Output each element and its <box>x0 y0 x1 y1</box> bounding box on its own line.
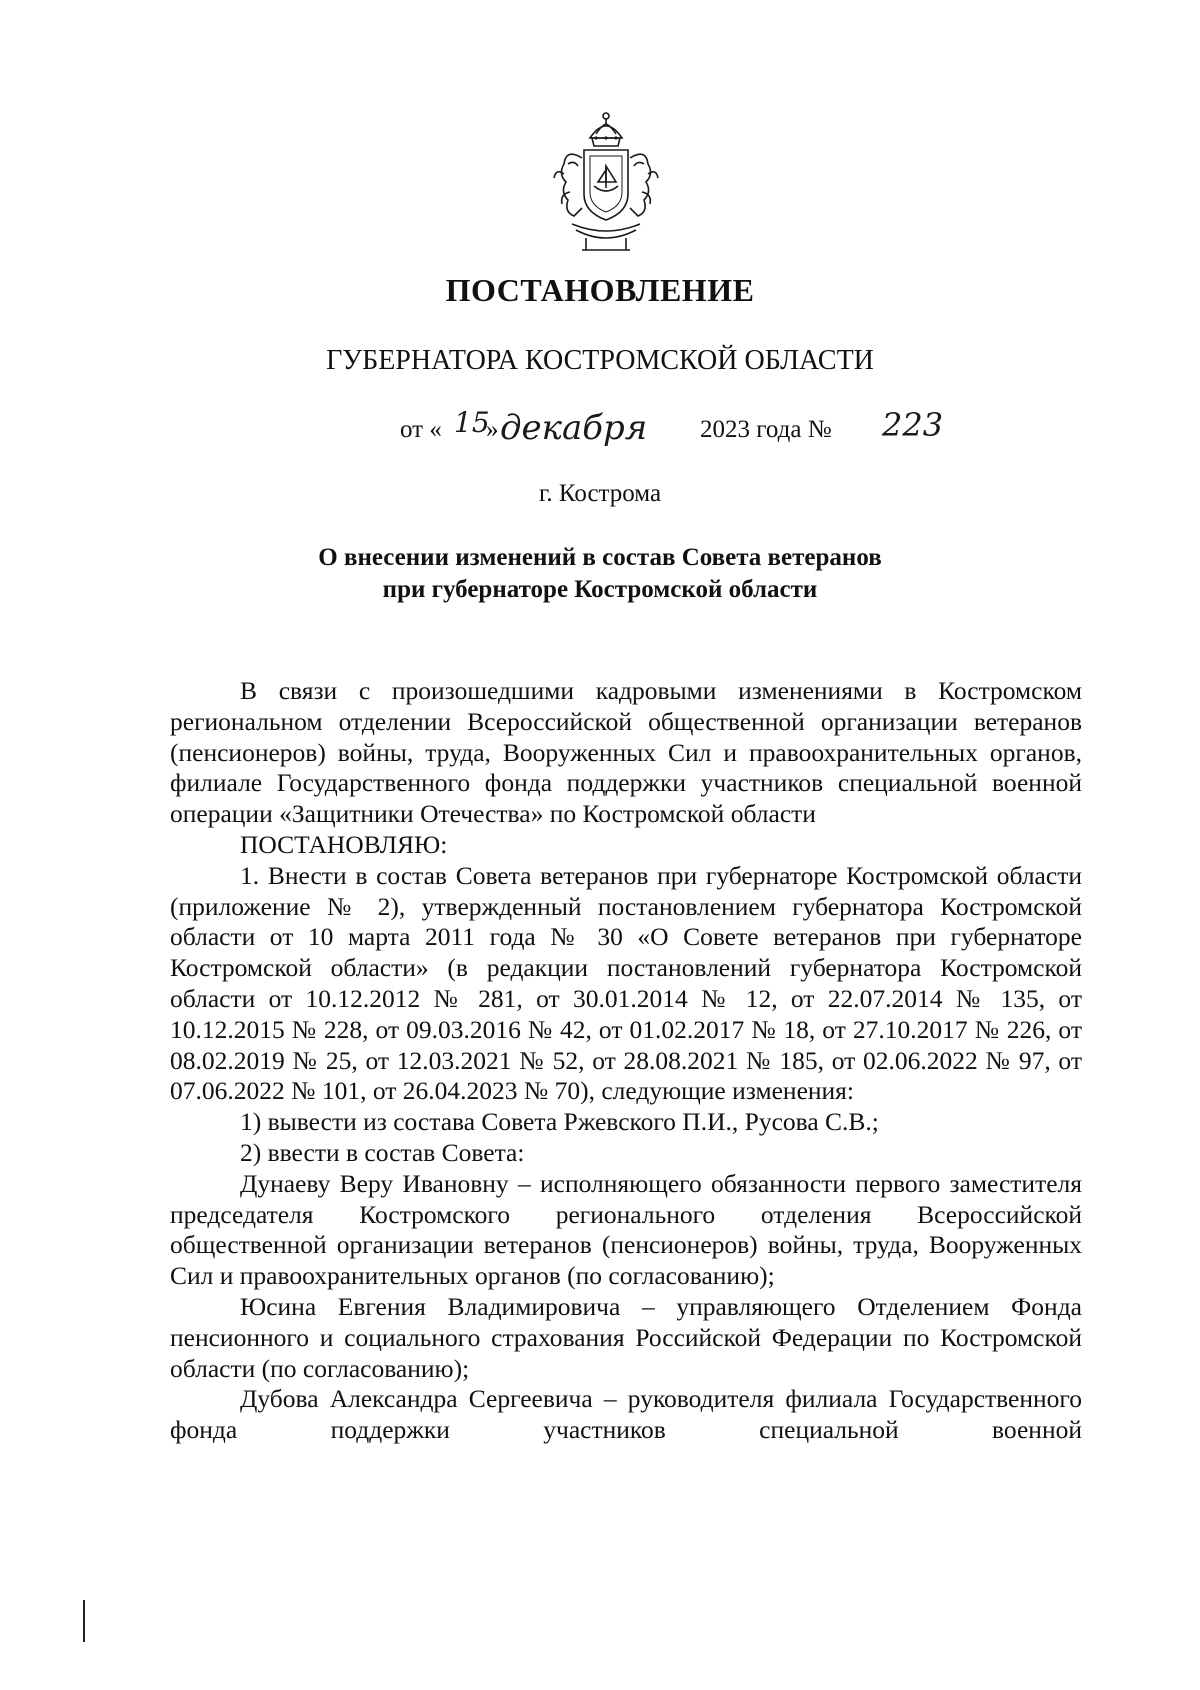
person-1-paragraph: Дунаеву Веру Ивановну – исполняющего обязанности первого заместителя председателя Костромского регионального отделения Всероссийской общественной организации ветеранов (пенсионеров) войны, труда, Вооруженных Сил и правоохранительных органов (по согласованию); <box>170 1168 1082 1291</box>
date-day: 15 <box>454 406 490 439</box>
person-3-paragraph: Дубова Александра Сергеевича – руководителя филиала Государственного фонда поддержки участников специальной военной <box>170 1384 1082 1445</box>
coat-of-arms-icon <box>546 108 666 256</box>
date-month: декабря <box>500 408 648 448</box>
city: г. Кострома <box>538 480 662 507</box>
document-heading <box>0 542 1200 606</box>
person-2-paragraph: Юсина Евгения Владимировича – управляющего Отделением Фонда пенсионного и социального страхования Российской Федерации по Костромской области (по согласованию); <box>170 1291 1082 1383</box>
resolve-word: ПОСТАНОВЛЯЮ: <box>240 829 448 859</box>
date-year: 2023 года № <box>700 416 832 443</box>
heading-line-2: при губернаторе Костромской области <box>382 576 818 603</box>
date-line <box>400 406 1000 462</box>
sub-item-2: 2) ввести в состав Совета: <box>240 1137 525 1167</box>
date-close: » <box>486 416 499 443</box>
issuer: ГУБЕРНАТОРА КОСТРОМСКОЙ ОБЛАСТИ <box>326 345 874 376</box>
preamble-paragraph: В связи с произошедшими кадровыми изменениями в Костромском региональном отделении Всероссийской общественной организации ветеранов (пенсионеров) войны, труда, Вооруженных Сил и правоохранительных органов, филиале Государственного фонда поддержки участников специальной военной операции «Защитники Отечества» по Костромской области <box>170 676 1082 829</box>
document-title: ПОСТАНОВЛЕНИЕ <box>445 272 755 308</box>
document-number: 223 <box>882 406 944 444</box>
date-prefix: от « <box>400 416 442 443</box>
scan-margin-mark <box>83 1600 85 1642</box>
item-1-paragraph: 1. Внести в состав Совета ветеранов при губернаторе Костромской области (приложение № 2), утвержденный постановлением губернатора Костромской области от 10 марта 2011 года № 30 «О Совете ветеранов при губернаторе Костромской области» (в редакции постановлений губернатора Костромской области от 10.12.2012 № 281, от 30.01.2014 № 12, от 22.07.2014 № 135, от 10.12.2015 № 228, от 09.03.2016 № 42, от 01.02.2017 № 18, от 27.10.2017 № 226, от 08.02.2019 № 25, от 12.03.2021 № 52, от 28.08.2021 № 185, от 02.06.2022 № 97, от 07.06.2022 № 101, от 26.04.2023 № 70), следующие изменения: <box>170 860 1082 1106</box>
sub-item-1: 1) вывести из состава Совета Ржевского П.И., Русова С.В.; <box>240 1107 879 1137</box>
heading-line-1: О внесении изменений в состав Совета ветеранов <box>318 544 882 571</box>
document-body <box>170 676 1082 1446</box>
